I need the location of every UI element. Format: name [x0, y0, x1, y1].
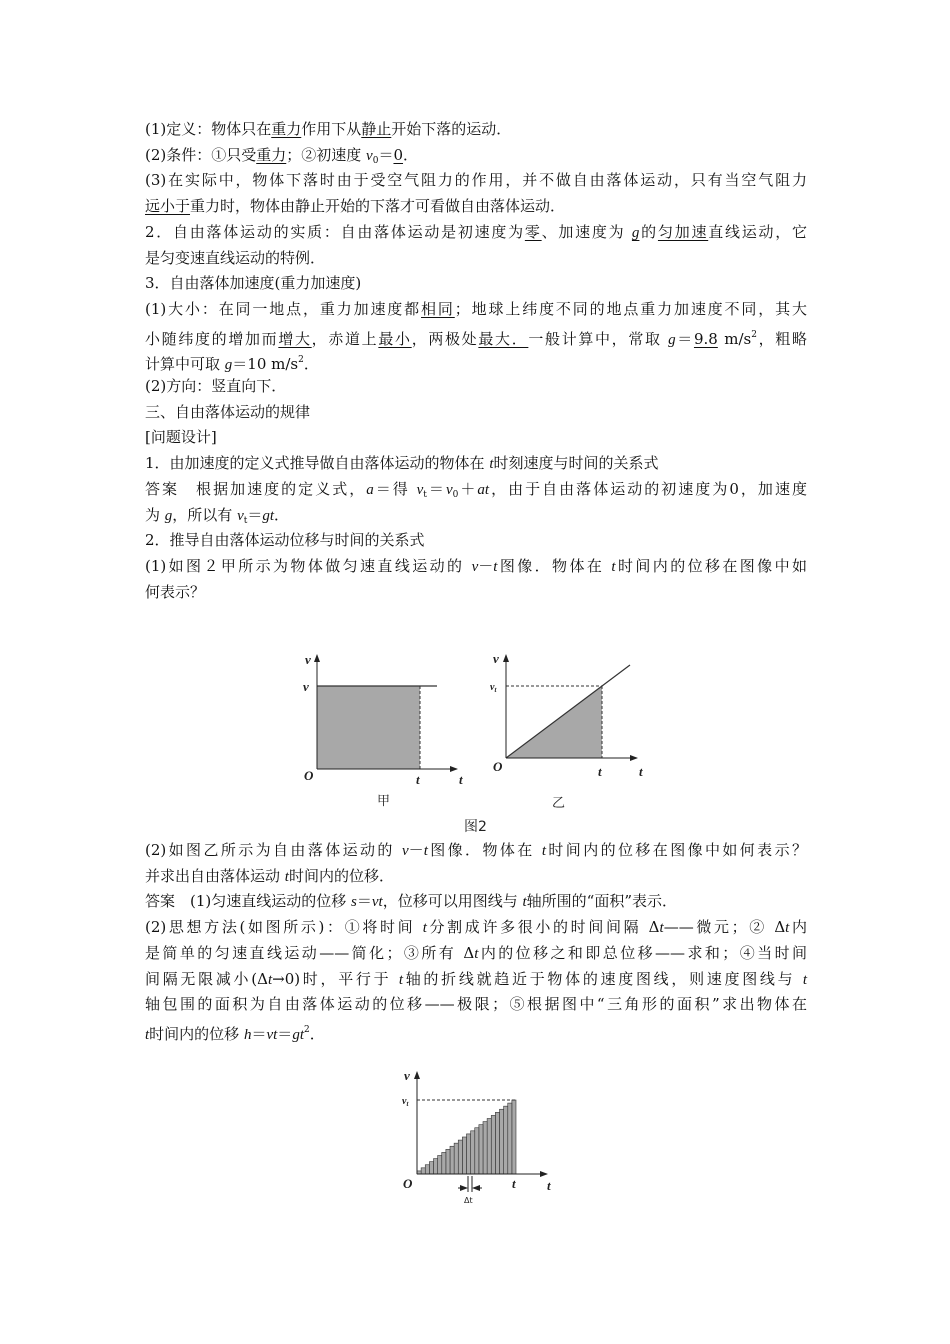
text-run: ＝: [251, 1024, 267, 1043]
text-run: vt: [266, 1026, 278, 1043]
text-run: t: [611, 558, 616, 575]
text-run: 计算中可取: [145, 355, 225, 374]
text-run: ，位移可以用图线与: [382, 892, 523, 911]
text-run: t: [493, 558, 498, 575]
text-run: 三、自由落体运动的规律: [145, 402, 311, 421]
x-axis-label: t: [547, 1178, 551, 1193]
text-run: vt: [371, 894, 383, 911]
text-run: 3．自由落体加速度(重力加速度): [145, 274, 362, 293]
text-run: 时间内的位移在图像中如: [615, 556, 807, 575]
text-run: t: [802, 971, 808, 988]
underlined-answer: 0: [372, 155, 379, 166]
underlined-answer: 9.8: [693, 329, 718, 348]
text-run: 为: [145, 505, 165, 524]
step-bar: [421, 1168, 425, 1174]
step-bar: [450, 1146, 454, 1174]
step-bar: [500, 1109, 504, 1174]
text-run: 并求出自由落体运动: [145, 866, 285, 885]
step-bar: [504, 1106, 508, 1174]
x-axis-label: t: [459, 772, 463, 787]
text-run: 内: [789, 918, 807, 937]
text-run: 一般计算中，常取: [528, 329, 669, 348]
text-run: t: [398, 971, 404, 988]
text-run: t: [423, 843, 428, 859]
text-run: ．: [403, 145, 419, 164]
text-run: 分割成许多很小的时间间隔 Δ: [426, 918, 660, 937]
underlined-answer: 远小于: [145, 197, 191, 216]
text-run: t: [785, 920, 790, 937]
text-run: ＝: [277, 1024, 293, 1043]
text-run: (1)定义：物体只在: [145, 120, 272, 138]
text-run: 是简单的匀速直线运动——简化；③所有 Δ: [145, 943, 475, 962]
text-run: 2．推导自由落体运动位移与时间的关系式: [145, 531, 425, 550]
underlined-answer: 0: [452, 489, 459, 500]
text-run: t: [145, 1026, 150, 1043]
step-bar: [487, 1119, 491, 1175]
text-run: (2)思想方法(如图所示)：①将时间: [145, 918, 423, 937]
text-run: m/s: [717, 329, 752, 348]
underlined-answer: 相同: [421, 299, 455, 318]
text-run: 答案 (1)匀速直线运动的位移: [145, 892, 352, 911]
text-run: (1)大小：在同一地点，重力加速度都: [145, 299, 422, 318]
figure-jia: [303, 652, 463, 809]
text-run: t: [267, 971, 273, 988]
text-run: v: [237, 507, 244, 524]
text-run: 何表示？: [145, 582, 206, 601]
figure-2-caption: 图2: [464, 819, 487, 835]
text-run: －: [478, 556, 494, 575]
figure-yi: [490, 651, 643, 811]
underlined-answer: g: [631, 224, 640, 241]
text-run: (2)如图乙所示为自由落体运动的: [145, 841, 402, 859]
step-bar: [429, 1162, 433, 1174]
text-run: 2．自由落体运动的实质：自由落体运动是初速度为: [145, 222, 525, 241]
text-run: ＋: [458, 479, 478, 498]
text-run: t: [284, 868, 289, 885]
text-run: ＝: [356, 892, 372, 911]
step-bar: [475, 1128, 479, 1174]
step-bar: [454, 1143, 458, 1174]
text-run: －: [408, 841, 424, 859]
text-run: ＝得: [373, 479, 417, 498]
text-run: ——微元；② Δ: [663, 918, 786, 937]
underlined-answer: 重力: [256, 145, 287, 164]
underlined-answer: t: [423, 489, 427, 500]
step-bar: [512, 1100, 516, 1174]
t-label: t: [416, 772, 420, 787]
text-run: h: [243, 1026, 252, 1043]
text-run: 内的位移之和即总位移——求和；④当时间: [478, 943, 807, 962]
text-run: ＝: [675, 329, 694, 348]
step-bar: [479, 1125, 483, 1174]
origin-label: O: [493, 759, 503, 774]
figure-yi-label: 乙: [552, 796, 566, 811]
text-run: ；地球上纬度不同的地点重力加速度不同，其大: [454, 299, 807, 318]
text-run: [问题设计]: [145, 428, 217, 447]
text-run: v: [445, 481, 453, 498]
text-run: t: [659, 920, 664, 937]
text-run: 小随纬度的增加而: [145, 329, 279, 348]
text-run: 开始下落的运动．: [391, 120, 512, 138]
text-run: ＝10 m/s: [232, 355, 299, 374]
origin-label: O: [304, 768, 314, 783]
text-run: g: [164, 507, 173, 524]
text-run: 间隔无限减小(Δ: [145, 969, 268, 988]
y-axis-label: v: [305, 652, 311, 667]
text-run: 轴包围的面积为自由落体运动的位移——极限；⑤根据图中“三角形的面积”求出物体在: [145, 995, 807, 1014]
text-run: ，赤道上: [311, 329, 379, 348]
x-axis-label: t: [639, 764, 643, 779]
step-bar: [508, 1103, 512, 1174]
text-run: at: [477, 481, 490, 498]
text-run: 、加速度为: [541, 222, 632, 241]
text-run: 轴所围的“面积”表示．: [526, 892, 678, 911]
text-run: 是匀变速直线运动的特例．: [145, 248, 326, 267]
underlined-answer: 静止: [361, 120, 392, 138]
text-run: ，粗略: [756, 329, 807, 348]
step-bar: [446, 1149, 450, 1174]
t-label: t: [598, 764, 602, 779]
text-run: →0)时，平行于: [272, 969, 399, 988]
underlined-answer: 2: [298, 355, 304, 366]
text-run: ，由于自由落体运动的初速度为0，加速度: [489, 479, 807, 498]
text-run: (1)如图２甲所示为物体做匀速直线运动的: [145, 556, 472, 575]
text-run: ，所以有: [172, 505, 238, 524]
underlined-answer: 匀加速: [657, 222, 709, 241]
text-run: ．: [274, 505, 290, 524]
v-label: v: [303, 679, 309, 694]
text-run: 1．由加速度的定义式推导做自由落体运动的物体在: [145, 454, 490, 473]
step-bar: [458, 1140, 462, 1174]
underlined-answer: 增大: [278, 329, 312, 348]
text-run: 作用下从: [301, 120, 362, 138]
text-run: (2)方向：竖直向下．: [145, 377, 287, 395]
underlined-answer: 重力: [271, 120, 302, 138]
step-bar: [471, 1131, 475, 1174]
text-run: g: [668, 331, 676, 348]
text-run: 轴的折线就趋近于物体的速度图线，则速度图线与: [403, 969, 803, 988]
step-bar: [491, 1115, 495, 1174]
text-run: 时刻速度与时间的关系式: [493, 454, 659, 473]
vt-label: $v_t$: [490, 682, 497, 694]
step-bar: [467, 1134, 471, 1174]
text-run: 时间内的位移．: [288, 866, 394, 885]
text-run: ，两极处: [411, 329, 479, 348]
text-run: a: [366, 481, 374, 498]
text-run: v: [471, 558, 479, 575]
text-run: gt: [262, 507, 275, 524]
text-run: t: [422, 920, 427, 937]
text-run: t: [489, 456, 494, 473]
underlined-answer: 0: [393, 145, 404, 164]
step-bar: [425, 1165, 429, 1174]
text-run: t: [522, 894, 527, 911]
text-run: 图像．物体在: [427, 841, 542, 859]
text-run: (2)条件：①只受: [145, 145, 257, 164]
underlined-answer: 2: [751, 329, 757, 340]
text-run: 答案 根据加速度的定义式，: [145, 479, 367, 498]
underlined-answer: 最大．: [478, 329, 529, 348]
step-bar: [434, 1159, 438, 1174]
text-run: (3)在实际中，物体下落时由于受空气阻力的作用，并不做自由落体运动，只有当空气阻力: [145, 171, 807, 190]
area-rectangle: [317, 686, 420, 769]
text-run: ．: [303, 355, 319, 374]
figure-jia-label: 甲: [377, 794, 391, 809]
text-run: v: [402, 843, 409, 859]
underlined-answer: t: [243, 515, 248, 526]
step-bar: [483, 1122, 487, 1174]
step-bar: [442, 1152, 446, 1174]
underlined-answer: 零: [524, 222, 542, 241]
text-run: t: [474, 945, 479, 962]
step-bar: [462, 1137, 466, 1174]
text-run: gt: [292, 1026, 304, 1043]
y-axis-label: v: [493, 651, 499, 666]
text-run: t: [541, 843, 546, 859]
underlined-answer: 2: [303, 1024, 310, 1035]
step-bar: [495, 1112, 499, 1174]
dt-label: Δt: [464, 1196, 473, 1205]
vt-label: $v_t$: [402, 1096, 409, 1108]
text-run: 重力时，物体由静止开始的下落才可看做自由落体运动．: [190, 197, 566, 216]
step-bar: [438, 1156, 442, 1175]
underlined-answer: 最小: [378, 329, 412, 348]
text-run: 时间内的位移在图像中如何表示？: [546, 841, 807, 859]
text-run: g: [224, 357, 233, 374]
t-label: t: [512, 1176, 516, 1191]
text-run: 直线运动，它: [708, 222, 807, 241]
text-run: ；②初速度: [286, 145, 367, 164]
text-run: 时间内的位移: [149, 1024, 244, 1043]
text-run: ＝: [378, 145, 394, 164]
figure-step-approximation: [402, 1068, 551, 1205]
text-run: ．: [309, 1024, 325, 1043]
text-run: s: [351, 894, 357, 911]
y-axis-label: v: [404, 1068, 410, 1083]
origin-label: O: [403, 1176, 413, 1191]
text-run: ＝: [247, 505, 263, 524]
text-run: v: [416, 481, 424, 498]
text-run: ＝: [426, 479, 446, 498]
text-run: v: [366, 147, 373, 164]
text-run: 图像．物体在: [497, 556, 612, 575]
text-run: 的: [639, 222, 658, 241]
